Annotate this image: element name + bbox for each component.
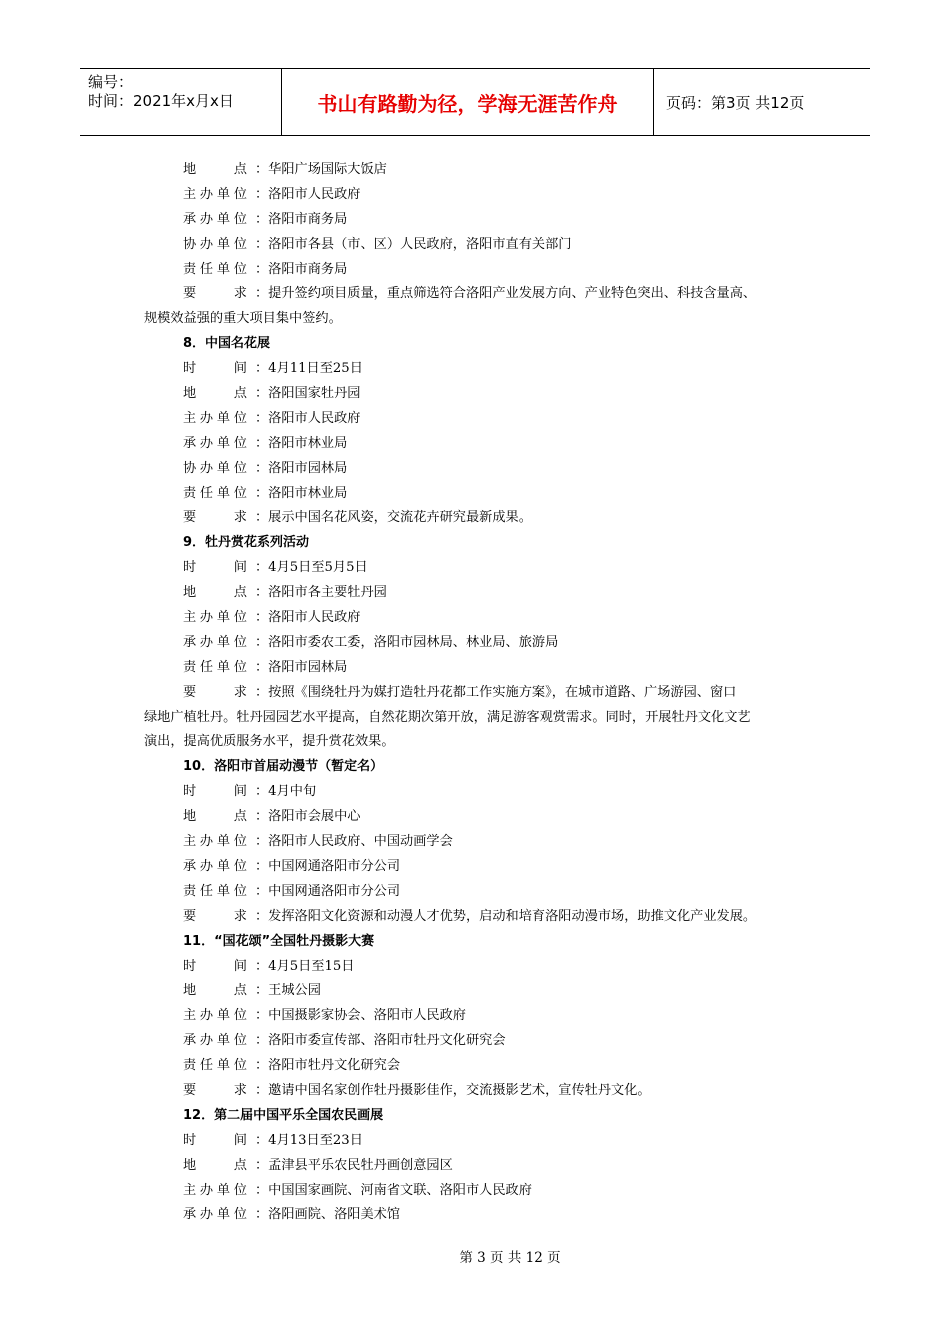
field-value: ：孟津县平乐农民牡丹画创意园区: [255, 1157, 453, 1173]
field-value: ：洛阳市林业局: [255, 485, 348, 501]
field-row: [144, 1154, 812, 1179]
field-value: ：洛阳市人民政府: [255, 610, 361, 626]
section-7: [144, 158, 812, 332]
field-label: 地点: [183, 162, 247, 177]
field-label: 承办单位: [183, 1033, 247, 1049]
field-value: ：洛阳市牡丹文化研究会: [255, 1058, 401, 1074]
field-row: [144, 1079, 812, 1104]
field-value: ：4月13日至23日: [255, 1132, 363, 1148]
field-label: 协办单位: [183, 460, 247, 476]
header-meta: [80, 69, 282, 135]
field-value: ：洛阳画院、洛阳美术馆: [255, 1207, 401, 1223]
field-row: [144, 955, 812, 980]
section-title: 9．牡丹赏花系列活动: [183, 535, 310, 551]
field-value: ：洛阳市人民政府: [255, 410, 361, 426]
field-label: 要求: [183, 1082, 247, 1098]
field-value: ：发挥洛阳文化资源和动漫人才优势，启动和培育洛阳动漫市场，助推文化产业发展。: [255, 908, 757, 924]
field-value: ：洛阳市委宣传部、洛阳市牡丹文化研究会: [255, 1033, 506, 1049]
field-value: ：洛阳市商务局: [255, 261, 348, 277]
field-row: [144, 681, 812, 706]
field-label: 主办单位: [183, 1008, 247, 1024]
section-11: [144, 930, 812, 1104]
field-row: [144, 581, 812, 606]
field-row: [144, 780, 812, 805]
field-row: [144, 258, 812, 283]
field-value: ：华阳广场国际大饭店: [255, 162, 387, 177]
field-value: ：提升签约项目质量，重点筛选符合洛阳产业发展方向、产业特色突出、科技含量高、: [255, 286, 757, 302]
field-label: 时间: [183, 361, 247, 377]
field-row: [144, 357, 812, 382]
field-row: [144, 1129, 812, 1154]
field-row: [144, 282, 812, 307]
field-value: ：中国网通洛阳市分公司: [255, 858, 401, 874]
paragraph-continuation: 规模效益强的重大项目集中签约。: [144, 311, 342, 327]
field-value: ：洛阳市委农工委，洛阳市园林局、林业局、旅游局: [255, 634, 559, 650]
field-value: ：洛阳市各主要牡丹园: [255, 585, 387, 601]
field-label: 责任单位: [183, 1058, 247, 1074]
field-value: ：4月11日至25日: [255, 361, 363, 377]
field-row: [144, 432, 812, 457]
field-label: 地点: [183, 809, 247, 825]
field-row: [144, 407, 812, 432]
field-row: [144, 158, 812, 183]
field-label: 地点: [183, 585, 247, 601]
field-row: [144, 1004, 812, 1029]
field-value: ：中国网通洛阳市分公司: [255, 883, 401, 899]
field-value: ：按照《围绕牡丹为媒打造牡丹花都工作实施方案》，在城市道路、广场游园、窗口: [255, 684, 737, 700]
field-label: 时间: [183, 784, 247, 800]
field-label: 承办单位: [183, 435, 247, 451]
field-label: 时间: [183, 958, 247, 974]
field-row: [144, 855, 812, 880]
field-value: ：洛阳市园林局: [255, 460, 348, 476]
field-value: ：洛阳市林业局: [255, 435, 348, 451]
field-value: ：王城公园: [255, 983, 321, 999]
field-value: ：洛阳市商务局: [255, 211, 348, 227]
field-row: [144, 183, 812, 208]
paragraph-continuation: 演出，提高优质服务水平，提升赏花效果。: [144, 734, 395, 750]
field-row: [144, 830, 812, 855]
field-row: [144, 656, 812, 681]
field-row: [144, 979, 812, 1004]
field-row: [144, 233, 812, 258]
field-label: 承办单位: [183, 634, 247, 650]
field-value: ：4月5日至15日: [255, 958, 355, 974]
section-9: [144, 531, 812, 755]
field-label: 承办单位: [183, 858, 247, 874]
field-row: [144, 805, 812, 830]
field-label: 地点: [183, 983, 247, 999]
section-title: 11．“国花颂”全国牡丹摄影大赛: [183, 933, 375, 949]
header-motto: 书山有路勤为径，学海无涯苦作舟: [282, 69, 654, 135]
field-label: 承办单位: [183, 1207, 247, 1223]
field-value: ：洛阳市各县（市、区）人民政府，洛阳市直有关部门: [255, 236, 572, 252]
page-header: [80, 68, 870, 136]
field-row: [144, 631, 812, 656]
section-12: [144, 1104, 812, 1228]
field-row: [144, 880, 812, 905]
field-value: ：洛阳市会展中心: [255, 809, 361, 825]
field-label: 责任单位: [183, 485, 247, 501]
field-label: 协办单位: [183, 236, 247, 252]
field-label: 要求: [183, 908, 247, 924]
field-label: 主办单位: [183, 1182, 247, 1198]
field-row: [144, 457, 812, 482]
field-label: 承办单位: [183, 211, 247, 227]
document-date: 时间：2021年x月x日: [88, 92, 234, 110]
field-label: 时间: [183, 560, 247, 576]
header-page-info: 页码：第3页 共12页: [666, 93, 805, 112]
field-row: [144, 1029, 812, 1054]
field-label: 要求: [183, 286, 247, 302]
section-title: 10．洛阳市首届动漫节（暂定名）: [183, 759, 384, 775]
field-row: [144, 482, 812, 507]
field-value: ：中国国家画院、河南省文联、洛阳市人民政府: [255, 1182, 532, 1198]
field-value: ：洛阳国家牡丹园: [255, 386, 361, 402]
field-value: ：洛阳市人民政府: [255, 186, 361, 202]
field-label: 地点: [183, 1157, 247, 1173]
field-label: 要求: [183, 684, 247, 700]
field-row: [144, 905, 812, 930]
field-value: ：洛阳市园林局: [255, 659, 348, 675]
field-row: [144, 556, 812, 581]
section-title: 12．第二届中国平乐全国农民画展: [183, 1107, 384, 1123]
field-label: 主办单位: [183, 186, 247, 202]
field-label: 时间: [183, 1132, 247, 1148]
section-title: 8．中国名花展: [183, 336, 271, 352]
field-value: ：展示中国名花风姿，交流花卉研究最新成果。: [255, 510, 532, 526]
field-row: [144, 382, 812, 407]
field-row: [144, 1054, 812, 1079]
field-value: ：洛阳市人民政府、中国动画学会: [255, 834, 453, 850]
field-value: ：4月5日至5月5日: [255, 560, 368, 576]
field-label: 要求: [183, 510, 247, 526]
field-label: 地点: [183, 386, 247, 402]
paragraph-continuation: 绿地广植牡丹。牡丹园园艺水平提高，自然花期次第开放，满足游客观赏需求。同时，开展牡丹文化文艺: [144, 709, 751, 725]
field-row: [144, 1203, 812, 1228]
page-footer: 第 3 页 共 12 页: [459, 1250, 561, 1266]
field-label: 主办单位: [183, 610, 247, 626]
field-label: 主办单位: [183, 410, 247, 426]
field-label: 责任单位: [183, 659, 247, 675]
section-10: [144, 755, 812, 929]
field-label: 责任单位: [183, 261, 247, 277]
document-number-label: 编号：: [88, 73, 134, 91]
field-row: [144, 506, 812, 531]
document-body: [144, 158, 812, 1228]
field-row: [144, 606, 812, 631]
field-row: [144, 208, 812, 233]
field-label: 主办单位: [183, 834, 247, 850]
field-value: ：中国摄影家协会、洛阳市人民政府: [255, 1008, 466, 1024]
section-8: [144, 332, 812, 531]
field-value: ：邀请中国名家创作牡丹摄影佳作，交流摄影艺术，宣传牡丹文化。: [255, 1082, 651, 1098]
field-value: ：4月中旬: [255, 784, 317, 800]
field-row: [144, 1179, 812, 1204]
field-label: 责任单位: [183, 883, 247, 899]
